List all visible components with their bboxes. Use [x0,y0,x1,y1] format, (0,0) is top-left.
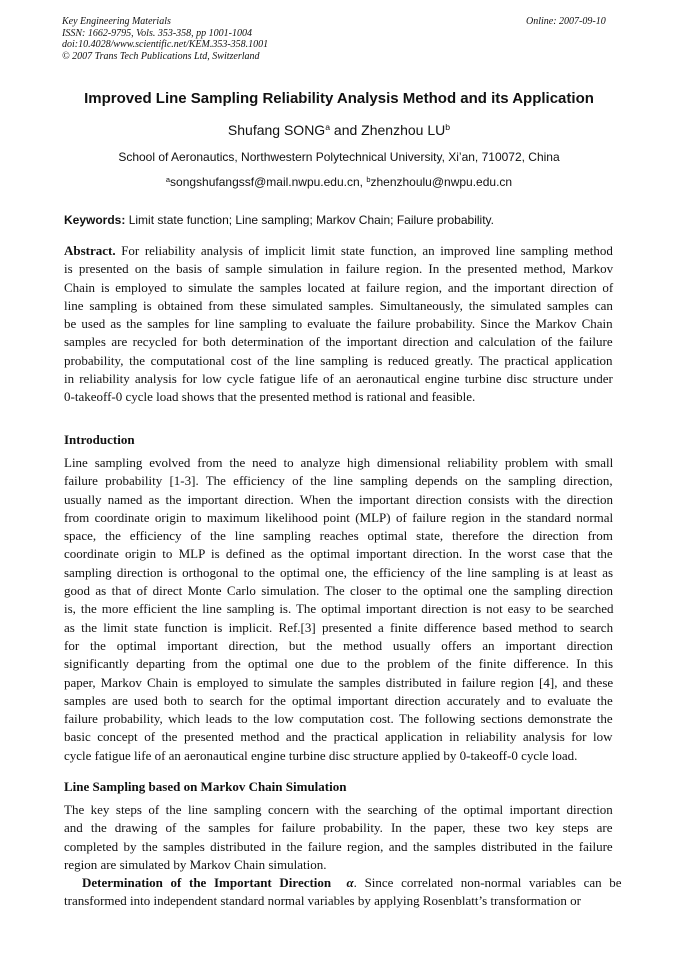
section-line: transformed into independent standard normal variables by applying Rosenblatt’s transformation or [64,893,581,909]
intro-line: usually named as the important direction. When the important direction consists with the direction [64,491,613,507]
abstract [64,242,613,407]
journal-info [62,16,268,62]
intro-line: failure probability [1-3]. The efficiency of the line sampling depends on the sampling direction, [64,473,613,489]
email-b-superscript: b [366,174,371,184]
abstract-line: probability, the computational cost of the line sampling is reduced greatly. The practical application [64,352,613,368]
subsection-text: . Since correlated non-normal variables can be [353,875,622,891]
intro-line: coordinate origin to MLP is defined as the optimal important direction. In the worst case that the [64,546,613,562]
intro-line: for the optimal important direction, but the method usually offers an important direction [64,637,613,653]
keywords [64,213,494,227]
intro-line: cycle fatigue life of an aeronautical engine turbine disc structure applied by 0-takeoff-0 cycle load. [64,747,578,763]
email-a-superscript: a [165,174,171,184]
abstract-line: be used as the samples for line sampling to evaluate the failure probability. Since the Markov Chain [64,316,613,332]
abstract-line: 0-takeoff-0 cycle load shows that the presented method is rational and feasible. [64,389,476,405]
intro-line: failure probability, which leads to the low computation cost. The following sections demonstrate the [64,711,613,727]
subsection-line [64,874,622,892]
abstract-label: Abstract. [64,243,116,258]
section-line: The key steps of the line sampling concern with the searching of the optimal important direction [64,802,613,817]
introduction-body [64,454,613,765]
intro-line: as the limit state function is implicit. Ref.[3] presented a finite difference based method to search [64,619,614,635]
intro-line: significantly departing from the optimal one due to the problem of the finite difference. In this [64,656,614,672]
section-line: completed by the samples distributed in the failure region, and the samples distributed in the failure [64,838,613,854]
abstract-line: samples are recycled for both determination of the important direction and calculation of the failure [64,334,613,350]
copyright-line: © 2007 Trans Tech Publications Ltd, Switzerland [62,50,260,62]
author-1: Shufang SONG [227,122,326,138]
online-date: Online: 2007-09-10 [526,16,606,27]
intro-line: samples are used both to search for the optimal important direction accurately and to evaluate the [64,692,613,708]
alpha-symbol: α [346,875,354,891]
intro-line: is, the more efficient the line sampling is. The optimal important direction is not easy to be searched [64,601,614,617]
intro-line: space, the efficiency of the line sampling reaches optimal state, therefore the direction from [64,528,613,544]
journal-name: Key Engineering Materials [62,16,171,27]
section-body [64,801,622,911]
intro-line: sampling direction is orthogonal to the optimal one, the efficiency of the line sampling is at least as [64,564,614,580]
affiliation: School of Aeronautics, Northwestern Polytechnical University, Xi’an, 710072, China [118,150,560,164]
intro-line: good as that of direct Monte Carlo simulation. The closer to the optimal one the sampling direction [64,583,613,599]
author-2: Zhenzhou LU [361,122,446,138]
author-conjunction: and [330,122,362,138]
intro-line: from coordinate origin to maximum likelihood point (MLP) of failure region in the standard normal [64,509,614,525]
issn-line: ISSN: 1662-9795, Vols. 353-358, pp 1001-1004 [62,27,252,39]
abstract-line: in reliability analysis for low cycle fatigue life of an aeronautical engine turbine disc structure under [64,371,613,387]
abstract-line: is presented on the basis of sample simulation in failure region. In the presented method, Markov [64,261,614,277]
abstract-line: Chain is employed to simulate the samples located at failure region, and the important direction of [64,279,614,295]
abstract-line [64,242,613,260]
section-line: region are simulated by Markov Chain simulation. [64,856,327,872]
abstract-line: line sampling is obtained from these simulated samples. Simultaneously, the simulated samples can [64,297,613,313]
intro-line: basic concept of the presented method and the practical application in reliability analysis for low [64,729,613,745]
subsection-heading: Determination of the Important Direction [82,875,332,891]
introduction-heading: Introduction [64,432,135,447]
email-line [0,175,678,189]
author-line [0,122,678,138]
abstract-line-text: For reliability analysis of implicit limit state function, an improved line sampling method [115,243,613,258]
keywords-label: Keywords: [64,213,126,227]
author-2-superscript: b [445,122,451,133]
paper-title: Improved Line Sampling Reliability Analysis Method and its Application [84,90,594,107]
intro-line: Line sampling evolved from the need to analyze high dimensional reliability problem with small [64,455,614,470]
email-b: zhenzhoulu@nwpu.edu.cn [370,175,513,189]
keywords-text: Limit state function; Line sampling; Markov Chain; Failure probability. [125,213,494,227]
email-a: songshufangssf@mail.nwpu.edu.cn, [170,175,367,189]
author-1-superscript: a [325,122,331,133]
doi-line: doi:10.4028/www.scientific.net/KEM.353-358.1001 [62,39,269,50]
section-line: and the drawing of the samples for failure probability. In the paper, these two key steps are [64,820,613,836]
section-heading-line-sampling: Line Sampling based on Markov Chain Simulation [64,779,347,794]
intro-line: paper, Markov Chain is employed to simulate the samples distributed in failure region [4], and these [64,674,614,690]
